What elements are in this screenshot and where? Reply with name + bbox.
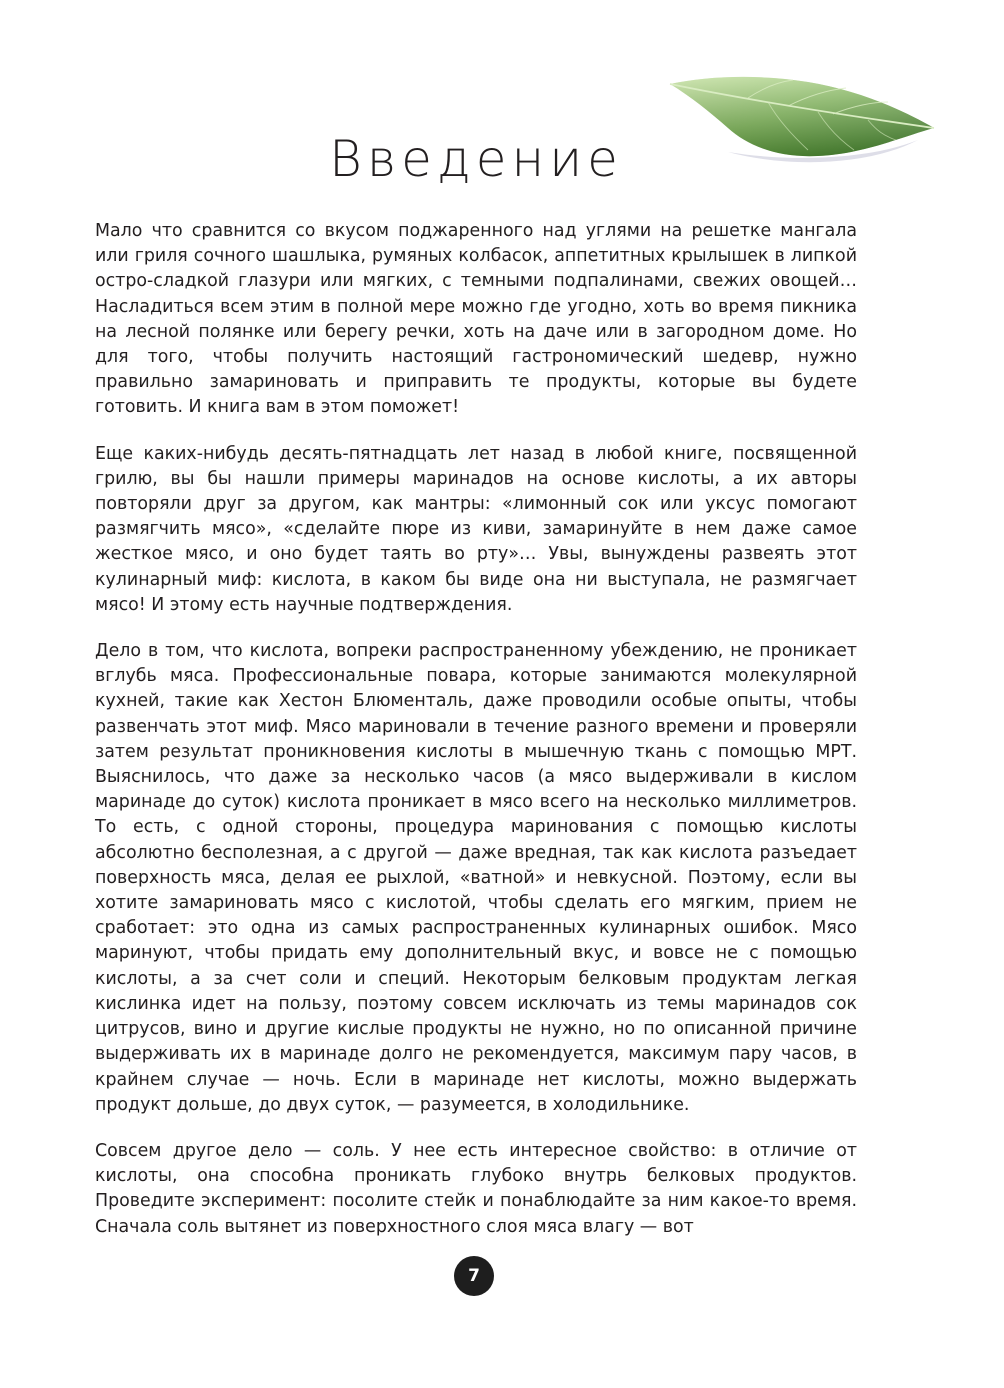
- paragraph-4: Совсем другое дело — соль. У нее есть интересное свойство: в отличие от кислоты, она способна проникать глубоко внутрь белковых продуктов. Проведите эксперимент: посолите стейк и понаблюдайте за ним какое-то время. Сначала соль вытянет из поверхностного слоя мяса влагу — вот: [95, 1140, 857, 1237]
- page-title: Введение: [329, 130, 623, 188]
- paragraph-1: Мало что сравнится со вкусом поджаренного над углями на решетке мангала или гриля сочного шашлыка, румяных колбасок, аппетитных крылышек в липкой остро-сладкой глазури или мягких, с темными подпалинами, свежих овощей… Насладиться всем этим в полной мере можно где угодно, хоть во время пикника на лесной полянке или берегу речки, хоть на даче или в загородном доме. Но для того, чтобы получить настоящий гастрономический шедевр, нужно правильно замариновать и приправить те продукты, которые вы будете готовить. И книга вам в этом поможет!: [95, 221, 857, 418]
- paragraph-2: Еще каких-нибудь десять-пятнадцать лет назад в любой книге, посвященной грилю, вы бы нашли примеры маринадов на основе кислоты, а их авторы повторяли друг за другом, как мантры: «лимонный сок или уксус помогают размягчить мясо», «сделайте пюре из киви, замаринуйте в нем даже самое жесткое мясо, и оно будет таять во рту»… Увы, вынуждены развеять этот кулинарный миф: кислота, в каком бы виде она ни выступала, не размягчает мясо! И этому есть научные подтверждения.: [95, 443, 857, 615]
- paragraph-3: Дело в том, что кислота, вопреки распространенному убеждению, не проникает вглубь мяса. Профессиональные повара, которые занимаются молекулярной кухней, такие как Хестон Блюменталь, даже проводили особые опыты, чтобы развенчать этот миф. Мясо мариновали в течение разного времени и проверяли затем результат проникновения кислоты в мышечную ткань с помощью МРТ. Выяснилось, что даже за несколько часов (а мясо выдерживали в кислом маринаде до суток) кислота проникает в мясо всего на несколько миллиметров. То есть, с одной стороны, процедура маринования с помощью кислоты абсолютно бесполезная, а с другой — даже вредная, так как кислота разъедает поверхность мяса, делая ее рыхлой, «ватной» и невкусной. Поэтому, если вы хотите замариновать мясо с кислотой, чтобы сделать его мягким, прием не сработает: это одна из самых распространенных кулинарных ошибок. Мясо маринуют, чтобы придать ему дополнительный вкус, и вовсе не с помощью кислоты, а за счет соли и специй. Некоторым белковым продуктам легкая кислинка идет на пользу, поэтому совсем исключать из темы маринадов сок цитрусов, вино и другие кислые продукты не нужно, но по описанной причине выдерживать их в маринаде долго не рекомендуется, максимум пару часов, в крайнем случае — ночь. Если в маринаде нет кислоты, можно выдержать продукт дольше, до двух суток, — разумеется, в холодильнике.: [95, 641, 857, 1115]
- body-text: [95, 219, 857, 1261]
- page-number-badge: 7: [454, 1256, 494, 1296]
